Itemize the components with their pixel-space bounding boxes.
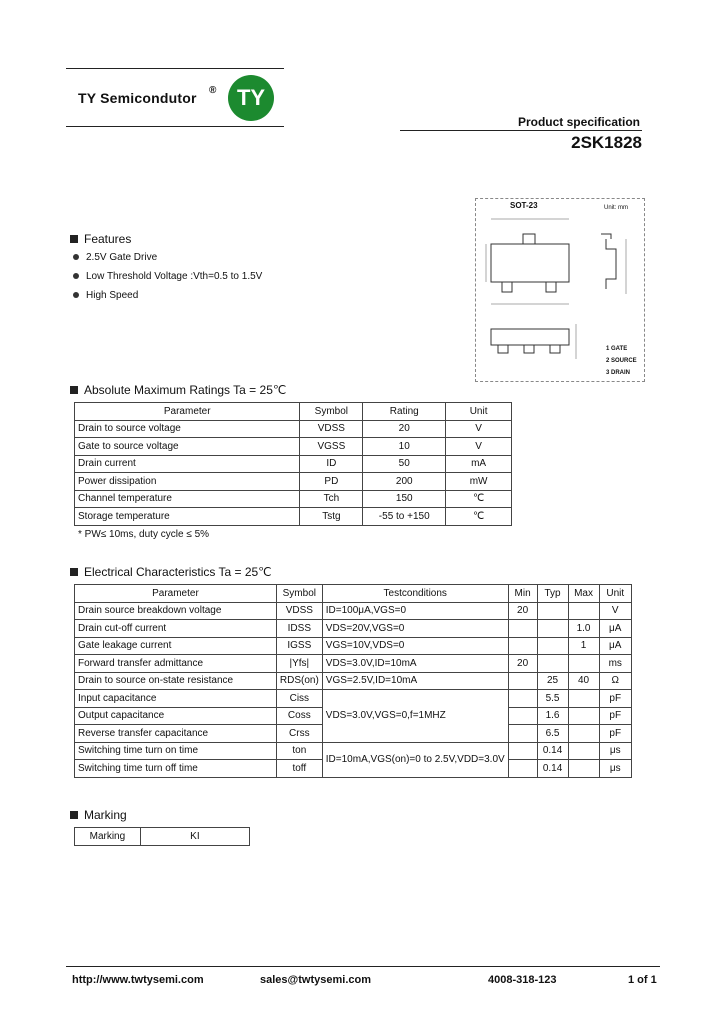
cell	[568, 690, 599, 708]
table-row	[75, 620, 632, 638]
cell: VGSS	[300, 438, 363, 456]
cell: ms	[599, 655, 631, 673]
cell: 0.14	[537, 760, 568, 778]
cell: 20	[508, 602, 537, 620]
cell	[568, 760, 599, 778]
cell	[508, 690, 537, 708]
cell: 20	[508, 655, 537, 673]
table-row	[75, 690, 632, 708]
cell: Storage temperature	[75, 508, 300, 526]
cell: μA	[599, 637, 631, 655]
cell: mW	[446, 473, 512, 491]
cell: 1.0	[568, 620, 599, 638]
part-number: 2SK1828	[571, 133, 642, 152]
table-row	[75, 455, 512, 473]
cell: ℃	[446, 508, 512, 526]
cell: Drain cut-off current	[75, 620, 277, 638]
cell: pF	[599, 707, 631, 725]
page-number: 1 of 1	[628, 974, 657, 986]
email-link[interactable]: sales@twtysemi.com	[260, 974, 371, 986]
table-row	[75, 655, 632, 673]
cell: KI	[140, 828, 249, 846]
cell: 40	[568, 672, 599, 690]
bullet-dot-icon	[73, 254, 79, 260]
col-header: Unit	[446, 403, 512, 421]
cell: 0.14	[537, 742, 568, 760]
cell: Gate to source voltage	[75, 438, 300, 456]
cell: V	[446, 438, 512, 456]
cell	[508, 672, 537, 690]
cell: Coss	[276, 707, 322, 725]
package-unit: Unit: mm	[604, 205, 628, 211]
website-link[interactable]: http://www.twtysemi.com	[72, 974, 204, 986]
cell	[568, 602, 599, 620]
table-row	[75, 420, 512, 438]
cell	[508, 760, 537, 778]
cell: Tch	[300, 490, 363, 508]
cell: Forward transfer admittance	[75, 655, 277, 673]
cell	[568, 655, 599, 673]
package-outline-diagram	[476, 199, 644, 381]
table-row	[75, 438, 512, 456]
cell: Marking	[75, 828, 141, 846]
cell: ID	[300, 455, 363, 473]
cell: Drain source breakdown voltage	[75, 602, 277, 620]
col-header: Parameter	[75, 403, 300, 421]
cell	[568, 725, 599, 743]
elec-heading: Electrical Characteristics Ta = 25℃	[70, 565, 272, 579]
cell: VDSS	[300, 420, 363, 438]
product-spec-label: Product specification	[517, 115, 640, 129]
cell: VGS=10V,VDS=0	[322, 637, 508, 655]
cell: Crss	[276, 725, 322, 743]
phone-number: 4008-318-123	[488, 974, 557, 986]
cell: 5.5	[537, 690, 568, 708]
feature-item: Low Threshold Voltage :Vth=0.5 to 1.5V	[73, 271, 262, 282]
cell	[568, 707, 599, 725]
col-header: Rating	[363, 403, 446, 421]
cell: Ω	[599, 672, 631, 690]
bullet-dot-icon	[73, 273, 79, 279]
cell	[537, 602, 568, 620]
cell: ID=10mA,VGS(on)=0 to 2.5V,VDD=3.0V	[322, 742, 508, 777]
header-bottom-rule	[66, 126, 284, 127]
cell: pF	[599, 690, 631, 708]
cell: Drain to source voltage	[75, 420, 300, 438]
cell: VDS=20V,VGS=0	[322, 620, 508, 638]
cell	[537, 637, 568, 655]
company-name: TY Semicondutor	[78, 90, 197, 106]
table-row	[75, 508, 512, 526]
company-logo: TY	[228, 75, 274, 121]
cell: ID=100μA,VGS=0	[322, 602, 508, 620]
cell: μs	[599, 760, 631, 778]
marking-table	[74, 827, 250, 846]
cell	[537, 620, 568, 638]
col-header: Symbol	[276, 585, 322, 603]
abs-max-table	[74, 402, 512, 526]
cell: Power dissipation	[75, 473, 300, 491]
table-header-row	[75, 403, 512, 421]
cell: Tstg	[300, 508, 363, 526]
spec-rule	[400, 130, 642, 131]
table-header-row	[75, 585, 632, 603]
feature-item: 2.5V Gate Drive	[73, 252, 157, 263]
cell: pF	[599, 725, 631, 743]
cell: RDS(on)	[276, 672, 322, 690]
col-header: Min	[508, 585, 537, 603]
cell: ℃	[446, 490, 512, 508]
cell: IDSS	[276, 620, 322, 638]
cell: IGSS	[276, 637, 322, 655]
cell: μA	[599, 620, 631, 638]
abs-max-heading: Absolute Maximum Ratings Ta = 25℃	[70, 383, 286, 397]
cell	[508, 725, 537, 743]
cell	[508, 707, 537, 725]
cell: Ciss	[276, 690, 322, 708]
table-row	[75, 637, 632, 655]
features-heading: Features	[70, 232, 131, 246]
cell: Gate leakage current	[75, 637, 277, 655]
cell: Input capacitance	[75, 690, 277, 708]
marking-heading: Marking	[70, 808, 127, 822]
cell: V	[599, 602, 631, 620]
package-drawing	[475, 198, 645, 382]
cell: 200	[363, 473, 446, 491]
col-header: Max	[568, 585, 599, 603]
cell: Switching time turn off time	[75, 760, 277, 778]
cell: PD	[300, 473, 363, 491]
cell	[508, 742, 537, 760]
table-row	[75, 473, 512, 491]
pin-3-label: 3 DRAIN	[606, 370, 631, 376]
table-row	[75, 490, 512, 508]
bullet-square-icon	[70, 235, 78, 243]
cell: 1	[568, 637, 599, 655]
pin-2-label: 2 SOURCE	[606, 358, 637, 364]
cell: 150	[363, 490, 446, 508]
cell	[508, 637, 537, 655]
col-header: Typ	[537, 585, 568, 603]
bullet-square-icon	[70, 386, 78, 394]
cell	[537, 655, 568, 673]
cell: VDS=3.0V,VGS=0,f=1MHZ	[322, 690, 508, 743]
cell: 25	[537, 672, 568, 690]
bullet-dot-icon	[73, 292, 79, 298]
table-row	[75, 602, 632, 620]
cell: toff	[276, 760, 322, 778]
abs-max-note: * PW≤ 10ms, duty cycle ≤ 5%	[78, 529, 210, 540]
cell: Output capacitance	[75, 707, 277, 725]
footer-rule	[66, 966, 660, 967]
cell	[508, 620, 537, 638]
cell: 50	[363, 455, 446, 473]
col-header: Symbol	[300, 403, 363, 421]
cell: 1.6	[537, 707, 568, 725]
cell: |Yfs|	[276, 655, 322, 673]
cell: 10	[363, 438, 446, 456]
col-header: Parameter	[75, 585, 277, 603]
cell: Channel temperature	[75, 490, 300, 508]
cell: mA	[446, 455, 512, 473]
bullet-square-icon	[70, 568, 78, 576]
cell: μs	[599, 742, 631, 760]
feature-item: High Speed	[73, 290, 138, 301]
cell: VDSS	[276, 602, 322, 620]
bullet-square-icon	[70, 811, 78, 819]
cell: 20	[363, 420, 446, 438]
cell: VDS=3.0V,ID=10mA	[322, 655, 508, 673]
cell: Switching time turn on time	[75, 742, 277, 760]
cell: Drain current	[75, 455, 300, 473]
col-header: Unit	[599, 585, 631, 603]
cell: Reverse transfer capacitance	[75, 725, 277, 743]
cell: 6.5	[537, 725, 568, 743]
cell: Drain to source on-state resistance	[75, 672, 277, 690]
table-row	[75, 828, 250, 846]
cell	[568, 742, 599, 760]
cell: ton	[276, 742, 322, 760]
cell: -55 to +150	[363, 508, 446, 526]
header-top-rule	[66, 68, 284, 69]
registered-mark: ®	[209, 85, 217, 96]
col-header: Testconditions	[322, 585, 508, 603]
table-row	[75, 742, 632, 760]
cell: VGS=2.5V,ID=10mA	[322, 672, 508, 690]
pin-1-label: 1 GATE	[606, 346, 628, 352]
cell: V	[446, 420, 512, 438]
package-name: SOT-23	[510, 201, 538, 210]
table-row	[75, 672, 632, 690]
elec-table	[74, 584, 632, 778]
